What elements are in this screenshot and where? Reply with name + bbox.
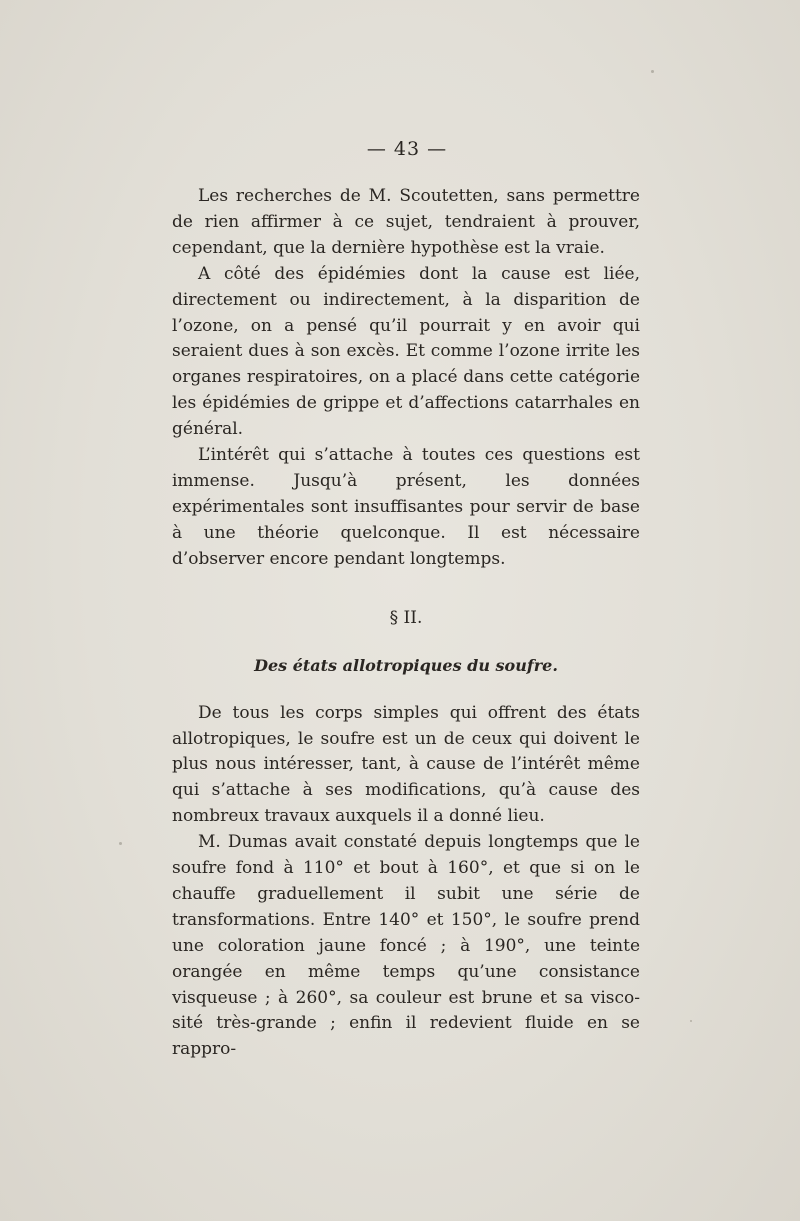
paragraph: M. Dumas avait constaté depuis longtemps que le soufre fond à 110° et bout à 160°, et que si on le chauffe graduellement il subit une série de transformations. Entre 140° et 150°, le soufre prend une coloration jaune foncé ; à 190°, une teinte orangée en même temps qu’une consistance visqueuse ; à 260°, sa couleur est brune et sa viscosité très-grande ; enfin il redevient fluide en se rappro- [172,832,640,1060]
section-body [172,701,640,1064]
paper-speck [690,1020,692,1022]
paragraph: L’intérêt qui s’attache à toutes ces questions est immense. Jusqu’à présent, les données expérimentales sont insuffisantes pour servir de base à une théorie quelconque. Il est nécessaire d’observer encore pendant longtemps. [172,445,640,569]
paper-speck [119,842,122,845]
text-column [172,138,640,1063]
section-mark: § II. [389,607,423,628]
paragraph: A côté des épidémies dont la cause est liée, directement ou indirectement, à la disparition de l’ozone, on a pensé qu’il pourrait y en avoir qui seraient dues à son excès. Et comme l’ozone irrite les organes respiratoires, on a placé dans cette catégorie les épidémies de grippe et d’affections catarrhales en général. [172,263,640,440]
paragraph: Les recherches de M. Scoutetten, sans permettre de rien affirmer à ce sujet, tendraient à prouver, cependant, que la dernière hypothèse est la vraie. [172,186,640,258]
page-number: — 43 — [366,138,448,160]
paragraph: De tous les corps simples qui offrent des états allotropiques, le soufre est un de ceux qui doivent le plus nous intéresser, tant, à cause de l’intérêt même qui s’attache à ses modifications, qu’à cause des nombreux travaux auxquels il a donné lieu. [172,702,640,827]
paper-speck [651,70,654,73]
section-title: Des états allotropiques du soufre. [254,655,558,675]
